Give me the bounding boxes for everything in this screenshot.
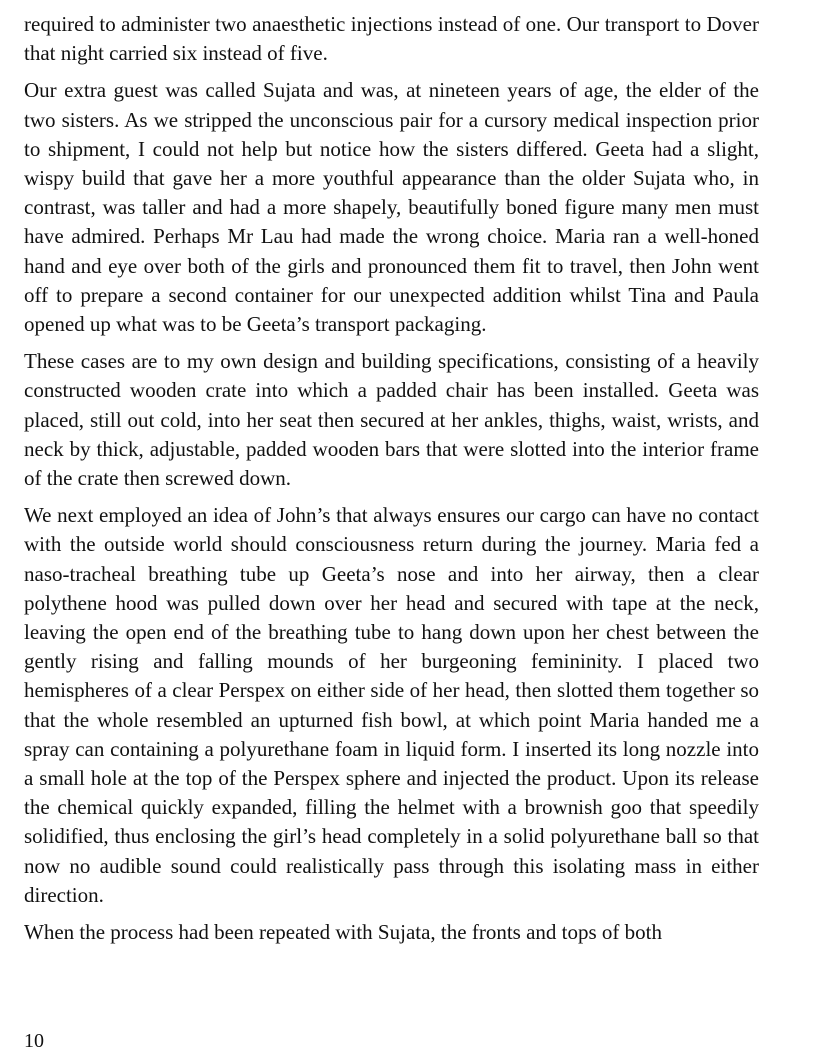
paragraph-1: required to administer two anaesthetic injections instead of one. Our transport to Dover that night carried six instead of five. — [24, 12, 759, 66]
page-number: 10 — [24, 1030, 44, 1052]
document-page — [24, 10, 759, 955]
paragraph-5: When the process had been repeated with Sujata, the fronts and tops of both — [24, 920, 662, 945]
paragraph-2: Our extra guest was called Sujata and was, at nineteen years of age, the elder of the two sisters. As we stripped the unconscious pair for a cursory medical inspection prior to shipment, I could not help but notice how the sisters differed. Geeta had a slight, wispy build that gave her a more youthful appearance than the older Sujata who, in contrast, was taller and had a more shapely, beautifully boned figure many men must have admired. Perhaps Mr Lau had made the wrong choice. Maria ran a well-honed hand and eye over both of the girls and pronounced them fit to travel, then John went off to prepare a second container for our unexpected addition whilst Tina and Paula opened up what was to be Geeta’s transport packaging. — [24, 78, 759, 337]
paragraph-4: We next employed an idea of John’s that always ensures our cargo can have no contact with the outside world should consciousness return during the journey. Maria fed a naso-tracheal breathing tube up Geeta’s nose and into her airway, then a clear polythene hood was pulled down over her head and secured with tape at the neck, leaving the open end of the breathing tube to hang down upon her chest between the gently rising and falling mounds of her burgeoning femininity. I placed two hemispheres of a clear Perspex on either side of her head, then slotted them together so that the whole resembled an upturned fish bowl, at which point Maria handed me a spray can containing a polyurethane foam in liquid form. I inserted its long nozzle into a small hole at the top of the Perspex sphere and injected the product. Upon its release the chemical quickly expanded, filling the helmet with a brownish goo that speedily solidified, thus enclosing the girl’s head completely in a solid polyurethane ball so that now no audible sound could realistically pass through this isolating mass in either direction. — [24, 503, 759, 907]
paragraph-3: These cases are to my own design and building specifications, consisting of a heavily constructed wooden crate into which a padded chair has been installed. Geeta was placed, still out cold, into her seat then secured at her ankles, thighs, waist, wrists, and neck by thick, adjustable, padded wooden bars that were slotted into the interior frame of the crate then screwed down. — [24, 349, 759, 491]
